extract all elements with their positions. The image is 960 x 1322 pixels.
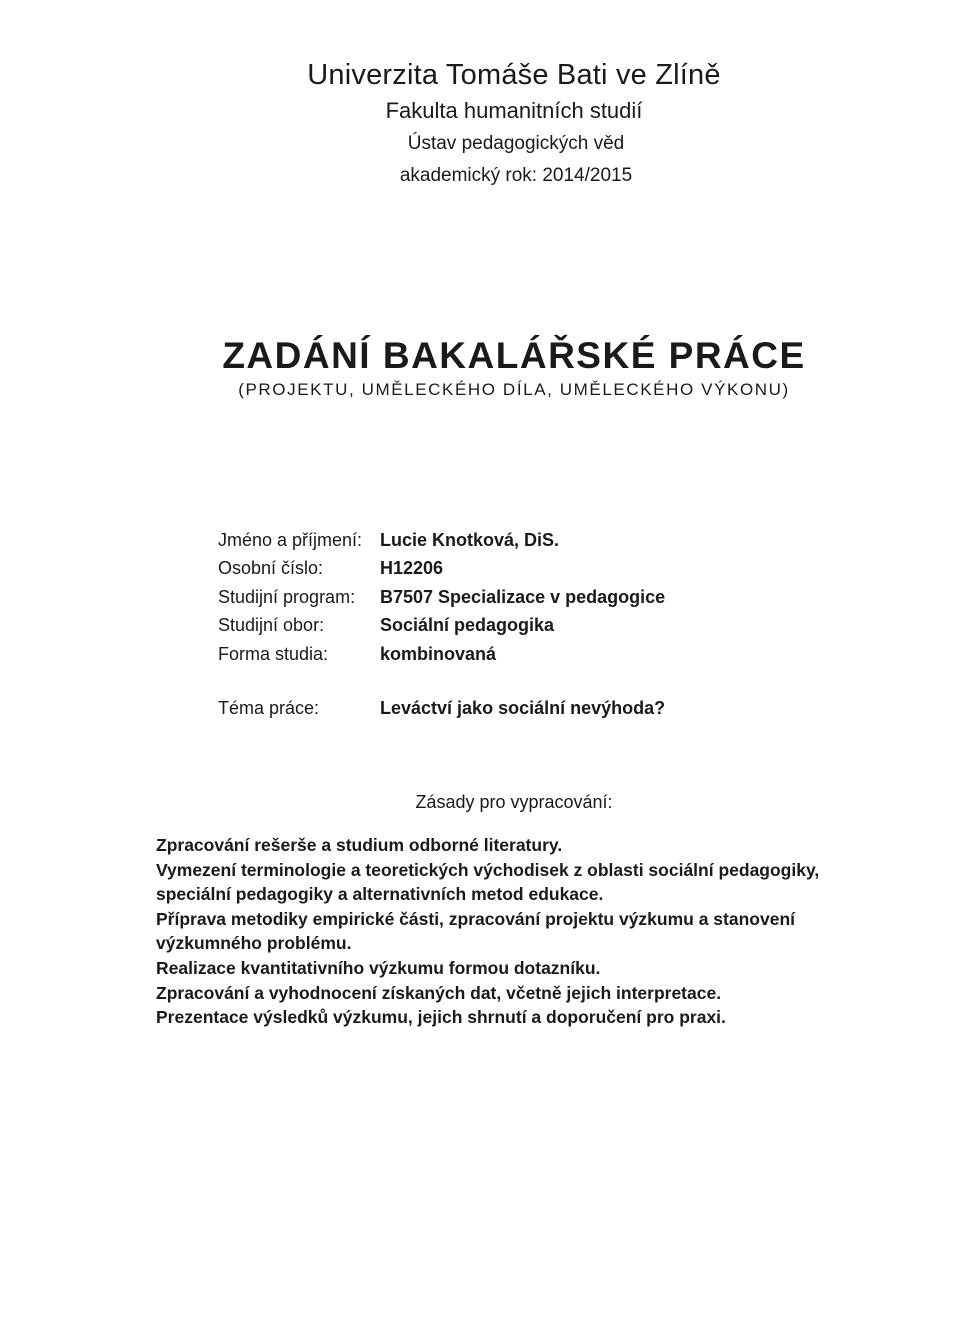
field-label: Studijní obor: — [218, 615, 325, 636]
id-label: Osobní číslo: — [218, 558, 324, 579]
principle-item: Zpracování a vyhodnocení získaných dat, včetně jejich interpretace. — [156, 982, 722, 1003]
principle-item: Zpracování rešerše a studium odborné literatury. — [156, 835, 563, 855]
topic-label: Téma práce: — [218, 698, 320, 718]
info-row-program — [218, 583, 665, 612]
info-row-field — [218, 612, 665, 641]
name-label: Jméno a příjmení: — [218, 529, 363, 550]
document-subtitle: (PROJEKTU, UMĚLECKÉHO DÍLA, UMĚLECKÉHO VÝKONU) — [238, 380, 790, 399]
form-label: Forma studia: — [218, 643, 329, 664]
info-row-id — [218, 555, 665, 584]
topic-row — [218, 698, 665, 719]
institute-name: Ústav pedagogických věd — [407, 133, 625, 154]
principles-title: Zásady pro vypracování: — [415, 792, 613, 812]
student-info — [218, 526, 665, 669]
university-name: Univerzita Tomáše Bati ve Zlíně — [307, 59, 721, 91]
info-row-form — [218, 640, 665, 669]
academic-year: akademický rok: 2014/2015 — [399, 165, 633, 186]
principle-item: Vymezení terminologie a teoretických východisek z oblasti sociální pedagogiky, speciální pedagogiky a alternativních metod edukace. — [156, 859, 820, 905]
form-value: kombinovaná — [380, 643, 497, 664]
program-value: B7507 Specializace v pedagogice — [380, 586, 666, 607]
title-block — [0, 334, 960, 402]
document-header — [0, 56, 960, 192]
info-row-name — [218, 526, 665, 555]
principle-item: Realizace kvantitativního výzkumu formou dotazníku. — [156, 957, 601, 978]
name-value: Lucie Knotková, DiS. — [380, 529, 560, 550]
faculty-name: Fakulta humanitních studií — [385, 98, 643, 123]
field-value: Sociální pedagogika — [380, 615, 555, 636]
document-title: ZADÁNÍ BAKALÁŘSKÉ PRÁCE — [222, 335, 806, 376]
id-value: H12206 — [380, 558, 444, 579]
principle-item: Prezentace výsledků výzkumu, jejich shrnutí a doporučení pro praxi. — [156, 1007, 726, 1028]
principles-list — [156, 833, 886, 1030]
topic-value: Leváctví jako sociální nevýhoda? — [380, 698, 666, 718]
program-label: Studijní program: — [218, 586, 356, 607]
principle-item: Příprava metodiky empirické části, zpracování projektu výzkumu a stanovení výzkumného problému. — [156, 908, 795, 954]
